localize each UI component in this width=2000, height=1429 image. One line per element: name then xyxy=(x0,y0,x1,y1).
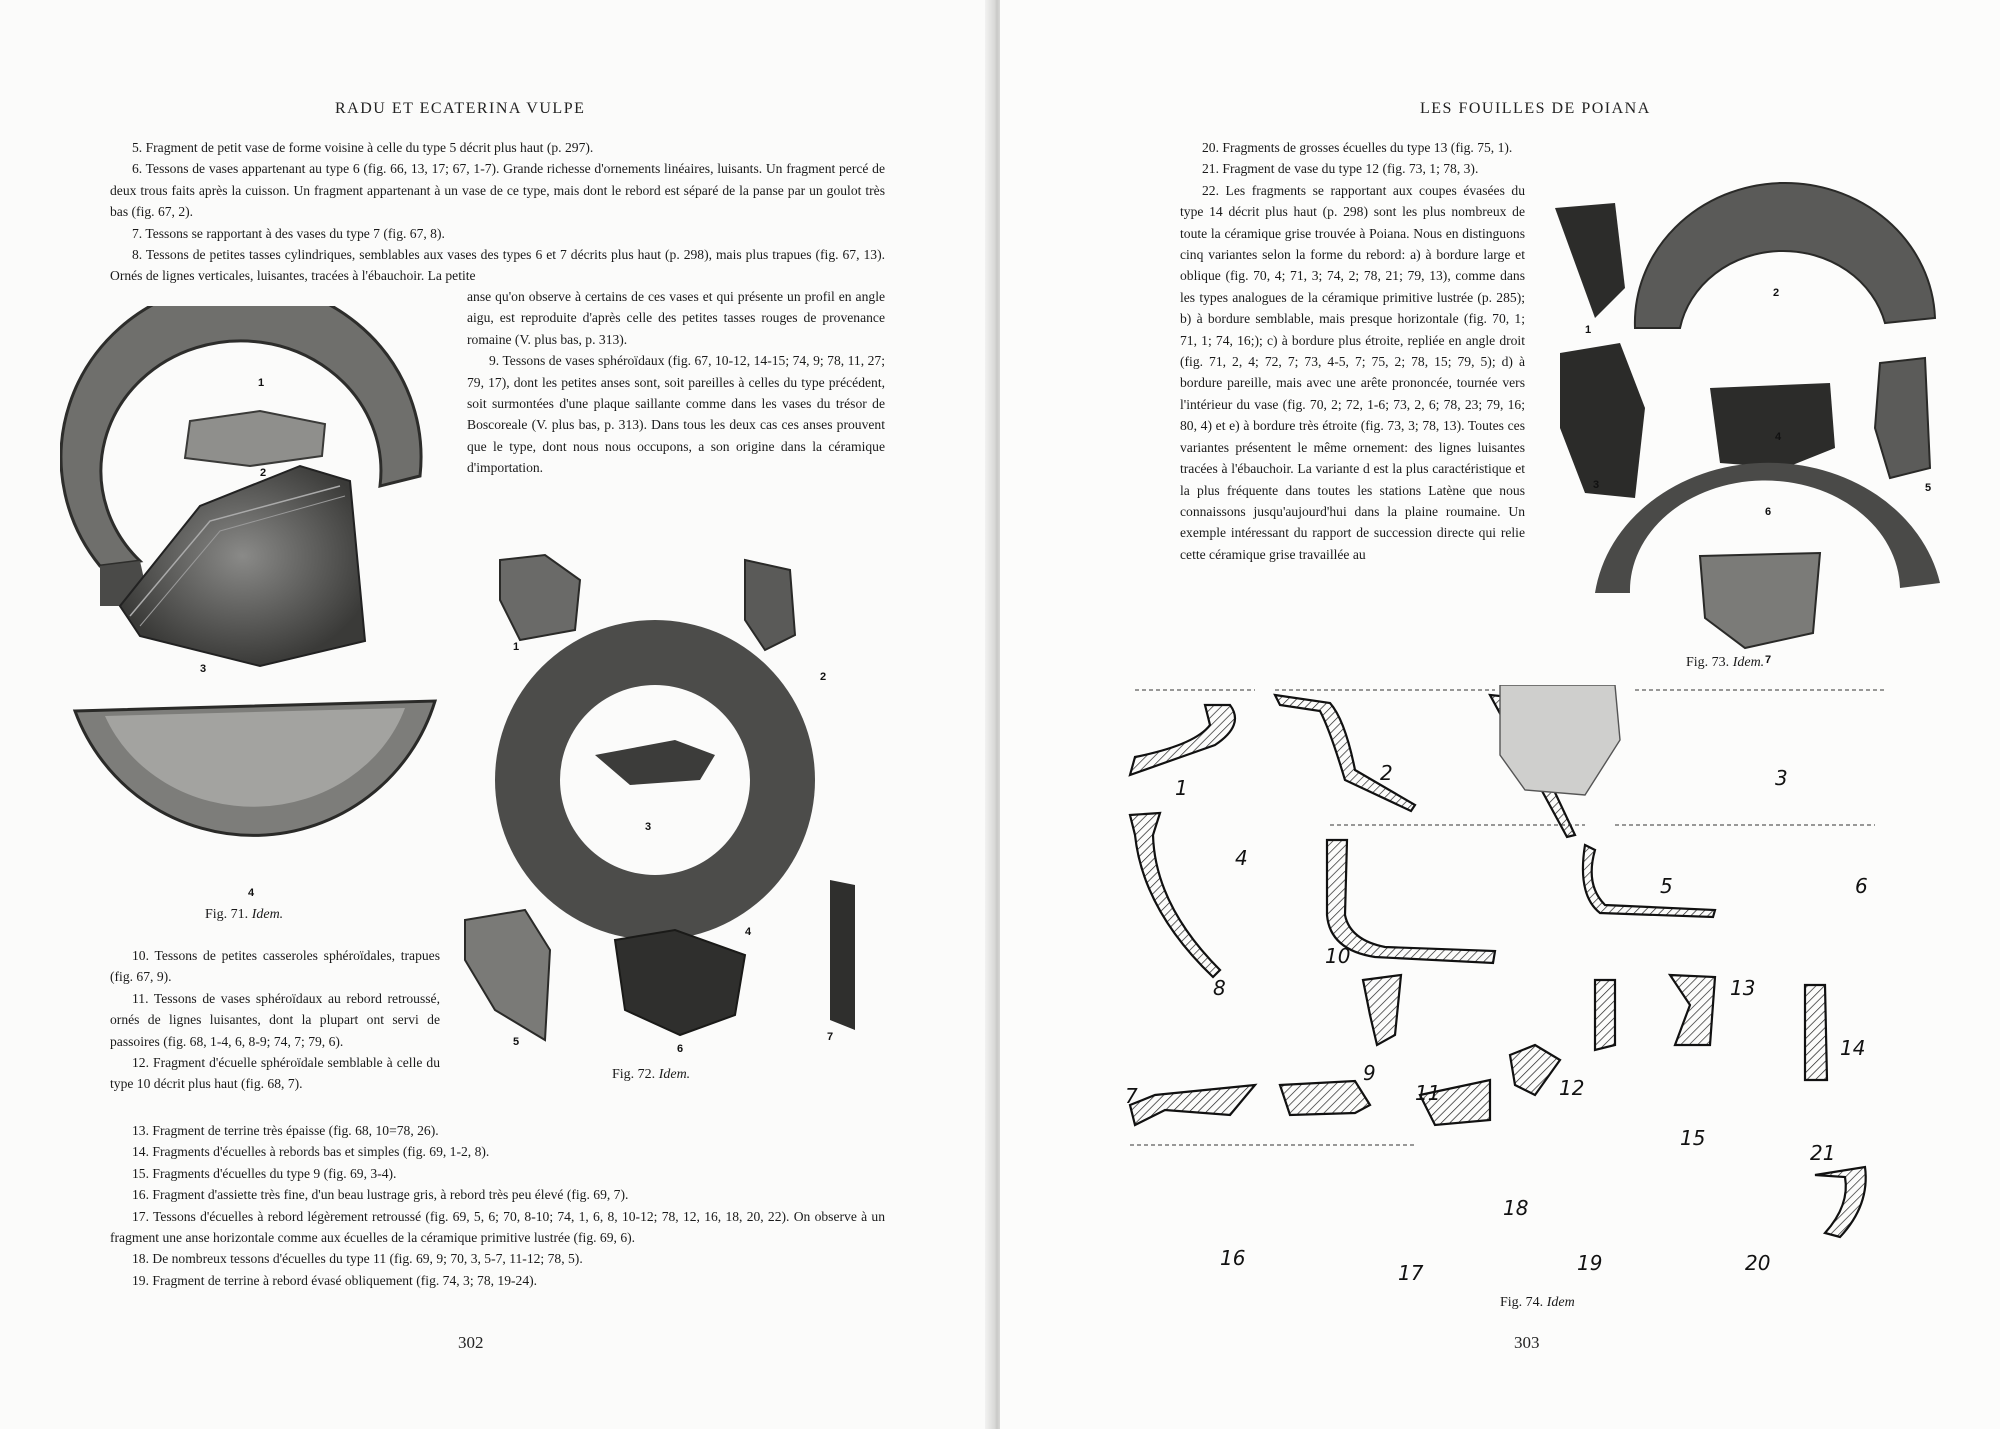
fig74-label-14: 14 xyxy=(1840,1036,1866,1060)
fig71-label-4: 4 xyxy=(248,887,255,896)
fig72-label-2: 2 xyxy=(820,671,827,683)
paragraph: 15. Fragments d'écuelles du type 9 (fig. 69, 3-4). xyxy=(132,1165,397,1181)
fig74-label-1: 1 xyxy=(1175,776,1188,800)
caption-idem: Idem xyxy=(1546,1295,1575,1310)
page-number-left: 302 xyxy=(458,1333,484,1352)
paragraph: 18. De nombreux tessons d'écuelles du type 11 (fig. 69, 9; 70, 3, 5-7, 11-12; 78, 5). xyxy=(132,1251,583,1267)
caption-idem: Idem. xyxy=(1732,655,1765,670)
running-header-right: LES FOUILLES DE POIANA xyxy=(1420,100,1651,117)
figure-74-drawings xyxy=(1115,685,1955,1290)
running-header-left: RADU ET ECATERINA VULPE xyxy=(335,100,586,117)
fig73-label-1: 1 xyxy=(1585,324,1592,336)
figure-72-caption xyxy=(612,1067,690,1083)
paragraph: 10. Tessons de petites casseroles sphéroïdales, trapues (fig. 67, 9). xyxy=(110,948,440,985)
fig74-label-15: 15 xyxy=(1680,1126,1706,1150)
fig74-label-11: 11 xyxy=(1415,1081,1441,1105)
fig72-label-4: 4 xyxy=(745,926,752,938)
fig72-label-7: 7 xyxy=(827,1031,834,1043)
fig74-label-7: 7 xyxy=(1125,1084,1138,1108)
fig74-label-9: 9 xyxy=(1363,1061,1376,1085)
text-block-bottom-left xyxy=(110,1120,885,1291)
fig72-label-3: 3 xyxy=(645,821,652,833)
fig73-label-2: 2 xyxy=(1773,287,1780,299)
fig72-label-6: 6 xyxy=(677,1043,684,1055)
figure-73-photo xyxy=(1555,178,1955,668)
caption-idem: Idem. xyxy=(251,907,284,922)
caption-label: Fig. 72. xyxy=(612,1067,656,1082)
figure-73-caption xyxy=(1686,655,1764,671)
figure-71-photo xyxy=(60,306,480,896)
paragraph: 11. Tessons de vases sphéroïdaux au rebord retroussé, ornés de lignes luisantes, dont la plupart ont servi de passoires (fig. 68, 1-4, 6, 8-9; 74, 7; 79, 6). xyxy=(110,990,440,1049)
paragraph: 20. Fragments de grosses écuelles du type 13 (fig. 75, 1). xyxy=(1202,140,1513,155)
text-block-top-left xyxy=(110,137,885,287)
paragraph: 14. Fragments d'écuelles à rebords bas et simples (fig. 69, 1-2, 8). xyxy=(132,1144,490,1160)
fig74-label-12: 12 xyxy=(1559,1076,1585,1100)
paragraph: 19. Fragment de terrine à rebord évasé obliquement (fig. 74, 3; 78, 19-24). xyxy=(132,1272,538,1288)
fig74-label-2: 2 xyxy=(1380,761,1393,785)
page-number-right: 303 xyxy=(1514,1333,1540,1352)
caption-label: Fig. 73. xyxy=(1686,655,1730,670)
text-block-lower-left xyxy=(110,945,440,1095)
fig74-label-20: 20 xyxy=(1745,1251,1771,1275)
fig74-label-16: 16 xyxy=(1220,1246,1246,1270)
paragraph: 21. Fragment de vase du type 12 (fig. 73, 1; 78, 3). xyxy=(1202,161,1479,177)
fig74-label-8: 8 xyxy=(1213,976,1226,1000)
paragraph: 12. Fragment d'écuelle sphéroïdale semblable à celle du type 10 décrit plus haut (fig. 68, 7). xyxy=(110,1055,440,1092)
fig73-label-7: 7 xyxy=(1765,654,1772,666)
paragraph: anse qu'on observe à certains de ces vases et qui présente un profil en angle aigu, est reproduite d'après celle des petites tasses rouges de provenance romaine (V. plus bas, p. 313). xyxy=(467,289,885,347)
paragraph: 6. Tessons de vases appartenant au type 6 (fig. 66, 13, 17; 67, 1-7). Grande richesse d'ornements linéaires, luisants. Un fragment percé de deux trous faits après la cuisson. Un fragment appartenant à un vase de ce type, mais dont le rebord est séparé de la panse par un goulot très bas (fig. 67, 2). xyxy=(110,161,885,220)
fig74-label-18: 18 xyxy=(1503,1196,1529,1220)
fig71-label-1: 1 xyxy=(258,377,265,389)
paragraph: 8. Tessons de petites tasses cylindriques, semblables aux vases des types 6 et 7 décrits plus haut (p. 298), mais plus trapues (fig. 67, 13). Ornés de lignes verticales, luisantes, tracées à l'ébauchoir. La petite xyxy=(110,247,885,284)
fig71-label-3: 3 xyxy=(200,663,207,675)
figure-71-caption xyxy=(205,907,283,923)
paragraph: 13. Fragment de terrine très épaisse (fig. 68, 10=78, 26). xyxy=(132,1123,439,1138)
paragraph: 7. Tessons se rapportant à des vases du type 7 (fig. 67, 8). xyxy=(132,225,445,241)
fig74-label-21: 21 xyxy=(1810,1141,1836,1165)
fig74-label-19: 19 xyxy=(1577,1251,1603,1275)
text-block-mid-right xyxy=(467,286,885,479)
paragraph: 22. Les fragments se rapportant aux coupes évasées du type 14 décrit plus haut (p. 298) sont les plus nombreux de toute la céramique grise trouvée à Poiana. Nous en distinguons cinq variantes selon la forme du rebord: a) à bordure large et oblique (fig. 70, 4; 71, 3; 74, 2; 78, 21; 79, 13), comme dans les types analogues de la céramique primitive lustrée (p. 285); b) à bordure semblable, mais presque horizontale (fig. 70, 1; 71, 1; 74, 16;); c) à bordure plus étroite, repliée en angle droit (fig. 71, 2, 4; 72, 7; 73, 4-5, 7; 75, 2; 78, 15; 79, 5); d) à bordure pareille, mais avec une arête prononcée, tournée vers l'intérieur du vase (fig. 70, 2; 72, 1-6; 73, 2, 6; 78, 23; 79, 16; 80, 4) et e) à bordure très étroite (fig. 73, 3; 78, 13). Toutes ces variantes présentent le même ornement: des lignes luisantes tracées à l'ébauchoir. La variante d est la plus caractéristique et la plus fréquente dans toutes les stations Latène que nous connaissons jusqu'aujourd'hui dans la plaine roumaine. Un exemple intéressant du rapport de succession directe qui relie cette céramique grise travaillée au xyxy=(1180,182,1525,562)
paragraph: 16. Fragment d'assiette très fine, d'un beau lustrage gris, à rebord très peu élevé (fig. 69, 7). xyxy=(132,1187,629,1203)
text-block-top-right xyxy=(1180,137,1525,565)
paragraph: 5. Fragment de petit vase de forme voisine à celle du type 5 décrit plus haut (p. 297). xyxy=(132,140,594,155)
paragraph: 9. Tessons de vases sphéroïdaux (fig. 67, 10-12, 14-15; 74, 9; 78, 11, 27; 79, 17), dont les petites anses sont, soit pareilles à celles du type précédent, soit surmontées d'une plaque saillante comme dans les vases du trésor de Boscoreale (V. plus bas, p. 313). Dans tous les deux cas ces anses prouvent que le type, dont nous nous occupons, a son origine dans la céramique d'importation. xyxy=(467,353,885,476)
fig74-label-4: 4 xyxy=(1235,846,1248,870)
fig74-label-6: 6 xyxy=(1855,874,1868,898)
fig73-label-6: 6 xyxy=(1765,506,1772,518)
fig74-label-10: 10 xyxy=(1325,944,1351,968)
caption-label: Fig. 74. xyxy=(1500,1295,1544,1310)
right-page xyxy=(1000,0,2000,1429)
fig74-label-5: 5 xyxy=(1660,874,1673,898)
fig72-label-5: 5 xyxy=(513,1036,520,1048)
fig74-label-17: 17 xyxy=(1398,1261,1424,1285)
figure-72-photo xyxy=(445,540,885,1060)
caption-label: Fig. 71. xyxy=(205,907,249,922)
fig71-label-2: 2 xyxy=(260,467,267,479)
fig74-label-3: 3 xyxy=(1775,766,1788,790)
fig74-label-13: 13 xyxy=(1730,976,1756,1000)
fig73-label-4: 4 xyxy=(1775,431,1782,443)
fig73-label-3: 3 xyxy=(1593,479,1600,491)
fig72-label-1: 1 xyxy=(513,641,520,653)
caption-idem: Idem. xyxy=(658,1067,691,1082)
paragraph: 17. Tessons d'écuelles à rebord légèrement retroussé (fig. 69, 5, 6; 70, 8-10; 74, 1, 6, 8, 10-12; 78, 12, 16, 18, 20, 22). On observe à un fragment une anse horizontale comme aux écuelles de la céramique primitive lustrée (fig. 69, 6). xyxy=(110,1208,885,1246)
figure-74-caption xyxy=(1500,1295,1575,1311)
left-page xyxy=(0,0,990,1429)
fig73-label-5: 5 xyxy=(1925,482,1932,494)
